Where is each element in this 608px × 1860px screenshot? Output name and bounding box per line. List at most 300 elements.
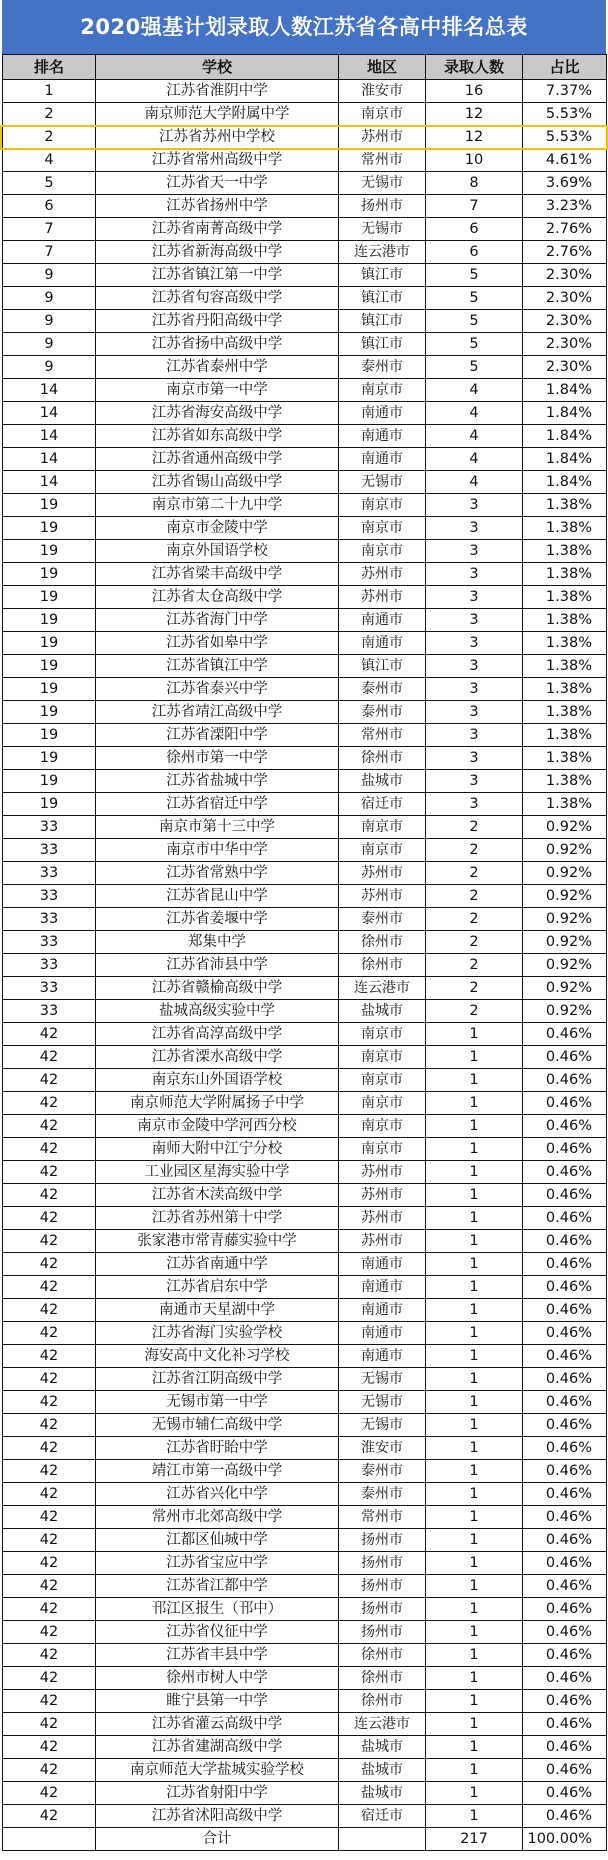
table-row[interactable] [3,1299,607,1322]
admitted-cell[interactable]: 1 [426,1414,523,1437]
table-row[interactable] [3,586,607,609]
school-cell[interactable]: 南京师范大学附属中学 [96,103,339,126]
school-cell[interactable]: 邗江区报生（邗中） [96,1598,339,1621]
rank-cell[interactable]: 14 [3,402,96,425]
region-cell[interactable]: 镇江市 [339,310,426,333]
region-cell[interactable]: 盐城市 [339,1000,426,1023]
school-cell[interactable]: 南京市金陵中学河西分校 [96,1115,339,1138]
school-cell[interactable]: 江苏省沛县中学 [96,954,339,977]
percent-cell[interactable]: 0.92% [523,931,607,954]
table-row[interactable] [3,1644,607,1667]
admitted-cell[interactable]: 1 [426,1046,523,1069]
percent-cell[interactable]: 0.46% [523,1253,607,1276]
rank-cell[interactable]: 33 [3,931,96,954]
region-cell[interactable]: 盐城市 [339,1759,426,1782]
region-cell[interactable]: 宿迁市 [339,793,426,816]
school-cell[interactable]: 江苏省盐城中学 [96,770,339,793]
admitted-cell[interactable]: 3 [426,494,523,517]
region-cell[interactable]: 常州市 [339,724,426,747]
rank-cell[interactable]: 42 [3,1115,96,1138]
region-cell[interactable]: 南通市 [339,1345,426,1368]
percent-cell[interactable]: 0.46% [523,1115,607,1138]
school-cell[interactable]: 张家港市常青藤实验中学 [96,1230,339,1253]
percent-cell[interactable]: 0.46% [523,1460,607,1483]
admitted-cell[interactable]: 1 [426,1437,523,1460]
region-cell[interactable]: 南京市 [339,1023,426,1046]
header-percent[interactable]: 占比 [523,55,607,80]
admitted-cell[interactable]: 2 [426,885,523,908]
admitted-cell[interactable]: 3 [426,563,523,586]
table-row[interactable] [3,1598,607,1621]
rank-cell[interactable]: 9 [3,264,96,287]
rank-cell[interactable]: 42 [3,1345,96,1368]
admitted-cell[interactable]: 12 [426,126,523,149]
school-cell[interactable]: 江苏省昆山中学 [96,885,339,908]
region-cell[interactable]: 南通市 [339,1322,426,1345]
rank-cell[interactable]: 42 [3,1437,96,1460]
school-cell[interactable]: 江苏省镇江中学 [96,655,339,678]
rank-cell[interactable]: 19 [3,563,96,586]
percent-cell[interactable]: 0.46% [523,1138,607,1161]
percent-cell[interactable]: 0.46% [523,1322,607,1345]
school-cell[interactable]: 江苏省溧阳中学 [96,724,339,747]
school-cell[interactable]: 江苏省如东高级中学 [96,425,339,448]
table-row[interactable] [3,885,607,908]
region-cell[interactable]: 徐州市 [339,1644,426,1667]
region-cell[interactable]: 泰州市 [339,908,426,931]
percent-cell[interactable]: 0.92% [523,839,607,862]
admitted-cell[interactable]: 1 [426,1368,523,1391]
school-cell[interactable]: 南京市第一中学 [96,379,339,402]
admitted-cell[interactable]: 1 [426,1138,523,1161]
percent-cell[interactable]: 5.53% [523,103,607,126]
region-cell[interactable]: 苏州市 [339,126,426,149]
percent-cell[interactable]: 0.92% [523,816,607,839]
region-cell[interactable]: 镇江市 [339,655,426,678]
school-cell[interactable]: 江苏省仪征中学 [96,1621,339,1644]
admitted-cell[interactable]: 1 [426,1529,523,1552]
region-cell[interactable]: 南京市 [339,839,426,862]
table-row[interactable] [3,379,607,402]
school-cell[interactable]: 南京市第二十九中学 [96,494,339,517]
percent-cell[interactable]: 0.46% [523,1506,607,1529]
percent-cell[interactable]: 0.46% [523,1184,607,1207]
school-cell[interactable]: 江苏省盱眙中学 [96,1437,339,1460]
admitted-cell[interactable]: 3 [426,678,523,701]
table-row[interactable] [3,149,607,172]
table-row[interactable] [3,977,607,1000]
percent-cell[interactable]: 0.46% [523,1276,607,1299]
rank-cell[interactable]: 6 [3,195,96,218]
percent-cell[interactable]: 1.38% [523,517,607,540]
region-cell[interactable]: 无锡市 [339,471,426,494]
rank-cell[interactable]: 42 [3,1805,96,1828]
rank-cell[interactable]: 42 [3,1069,96,1092]
percent-cell[interactable]: 1.84% [523,402,607,425]
rank-cell[interactable]: 19 [3,586,96,609]
percent-cell[interactable]: 1.38% [523,540,607,563]
table-row[interactable] [3,678,607,701]
rank-cell[interactable]: 4 [3,149,96,172]
region-cell[interactable]: 盐城市 [339,1782,426,1805]
percent-cell[interactable]: 0.46% [523,1598,607,1621]
admitted-cell[interactable]: 2 [426,1000,523,1023]
table-row[interactable] [3,310,607,333]
rank-cell[interactable]: 9 [3,333,96,356]
school-cell[interactable]: 江苏省江阴高级中学 [96,1368,339,1391]
region-cell[interactable]: 南京市 [339,517,426,540]
percent-cell[interactable]: 2.30% [523,264,607,287]
percent-cell[interactable]: 0.46% [523,1161,607,1184]
school-cell[interactable]: 无锡市第一中学 [96,1391,339,1414]
rank-cell[interactable]: 42 [3,1598,96,1621]
rank-cell[interactable]: 42 [3,1529,96,1552]
region-cell[interactable]: 苏州市 [339,563,426,586]
school-cell[interactable]: 江都区仙城中学 [96,1529,339,1552]
rank-cell[interactable]: 19 [3,540,96,563]
admitted-cell[interactable]: 5 [426,287,523,310]
percent-cell[interactable]: 2.30% [523,356,607,379]
admitted-cell[interactable]: 2 [426,862,523,885]
total-label[interactable]: 合计 [96,1828,339,1851]
table-row[interactable] [3,954,607,977]
admitted-cell[interactable]: 6 [426,218,523,241]
school-cell[interactable]: 江苏省天一中学 [96,172,339,195]
percent-cell[interactable]: 2.76% [523,241,607,264]
admitted-cell[interactable]: 7 [426,195,523,218]
percent-cell[interactable]: 2.30% [523,287,607,310]
school-cell[interactable]: 江苏省建湖高级中学 [96,1736,339,1759]
admitted-cell[interactable]: 1 [426,1598,523,1621]
percent-cell[interactable]: 0.46% [523,1667,607,1690]
region-cell[interactable]: 徐州市 [339,954,426,977]
table-row[interactable] [3,1759,607,1782]
admitted-cell[interactable]: 1 [426,1460,523,1483]
rank-cell[interactable]: 19 [3,747,96,770]
school-cell[interactable]: 江苏省海门中学 [96,609,339,632]
region-cell[interactable]: 盐城市 [339,1736,426,1759]
table-row[interactable] [3,1161,607,1184]
region-cell[interactable]: 无锡市 [339,1368,426,1391]
percent-cell[interactable]: 0.46% [523,1230,607,1253]
table-row[interactable] [3,1437,607,1460]
admitted-cell[interactable]: 2 [426,954,523,977]
school-cell[interactable]: 江苏省海安高级中学 [96,402,339,425]
school-cell[interactable]: 江苏省靖江高级中学 [96,701,339,724]
table-row[interactable] [3,471,607,494]
table-row[interactable] [3,1805,607,1828]
school-cell[interactable]: 江苏省高淳高级中学 [96,1023,339,1046]
region-cell[interactable]: 常州市 [339,1506,426,1529]
region-cell[interactable]: 南京市 [339,1092,426,1115]
percent-cell[interactable]: 0.46% [523,1391,607,1414]
region-cell[interactable]: 徐州市 [339,1667,426,1690]
percent-cell[interactable]: 0.46% [523,1529,607,1552]
table-row[interactable] [3,770,607,793]
region-cell[interactable]: 无锡市 [339,1391,426,1414]
percent-cell[interactable]: 1.38% [523,586,607,609]
school-cell[interactable]: 南京市第十三中学 [96,816,339,839]
rank-cell[interactable]: 42 [3,1713,96,1736]
admitted-cell[interactable]: 3 [426,540,523,563]
rank-cell[interactable]: 42 [3,1552,96,1575]
admitted-cell[interactable]: 1 [426,1483,523,1506]
table-row[interactable] [3,563,607,586]
table-row[interactable] [3,1414,607,1437]
rank-cell[interactable]: 42 [3,1092,96,1115]
table-row[interactable] [3,195,607,218]
school-cell[interactable]: 海安高中文化补习学校 [96,1345,339,1368]
region-cell[interactable]: 镇江市 [339,264,426,287]
region-cell[interactable]: 徐州市 [339,1690,426,1713]
rank-cell[interactable]: 14 [3,425,96,448]
percent-cell[interactable]: 0.46% [523,1713,607,1736]
table-row[interactable] [3,931,607,954]
percent-cell[interactable]: 0.46% [523,1483,607,1506]
percent-cell[interactable]: 2.30% [523,310,607,333]
rank-cell[interactable]: 42 [3,1414,96,1437]
school-cell[interactable]: 江苏省江都中学 [96,1575,339,1598]
percent-cell[interactable]: 0.46% [523,1690,607,1713]
admitted-cell[interactable]: 1 [426,1230,523,1253]
school-cell[interactable]: 南师大附中江宁分校 [96,1138,339,1161]
school-cell[interactable]: 南京市金陵中学 [96,517,339,540]
region-cell[interactable]: 无锡市 [339,172,426,195]
percent-cell[interactable]: 7.37% [523,80,607,103]
percent-cell[interactable]: 1.38% [523,793,607,816]
region-cell[interactable]: 南通市 [339,609,426,632]
admitted-cell[interactable]: 2 [426,816,523,839]
table-row[interactable] [3,1092,607,1115]
percent-cell[interactable]: 0.92% [523,954,607,977]
region-cell[interactable]: 南通市 [339,632,426,655]
rank-cell[interactable]: 33 [3,977,96,1000]
school-cell[interactable]: 江苏省丹阳高级中学 [96,310,339,333]
region-cell[interactable]: 南通市 [339,1299,426,1322]
admitted-cell[interactable]: 1 [426,1276,523,1299]
admitted-cell[interactable]: 1 [426,1667,523,1690]
region-cell[interactable]: 镇江市 [339,333,426,356]
rank-cell[interactable]: 33 [3,885,96,908]
admitted-cell[interactable]: 4 [426,448,523,471]
percent-cell[interactable]: 1.84% [523,448,607,471]
table-row[interactable] [3,1115,607,1138]
table-row[interactable] [3,103,607,126]
admitted-cell[interactable]: 3 [426,632,523,655]
rank-cell[interactable]: 19 [3,655,96,678]
admitted-cell[interactable]: 6 [426,241,523,264]
percent-cell[interactable]: 0.46% [523,1437,607,1460]
percent-cell[interactable]: 0.46% [523,1092,607,1115]
percent-cell[interactable]: 1.84% [523,471,607,494]
percent-cell[interactable]: 0.92% [523,908,607,931]
table-row[interactable] [3,1713,607,1736]
region-cell[interactable]: 扬州市 [339,1621,426,1644]
table-row[interactable] [3,609,607,632]
region-cell[interactable]: 无锡市 [339,1414,426,1437]
region-cell[interactable]: 南京市 [339,540,426,563]
admitted-cell[interactable]: 2 [426,908,523,931]
school-cell[interactable]: 江苏省宝应中学 [96,1552,339,1575]
rank-cell[interactable]: 42 [3,1690,96,1713]
region-cell[interactable]: 宿迁市 [339,1805,426,1828]
region-cell[interactable]: 扬州市 [339,1575,426,1598]
school-cell[interactable]: 常州市北郊高级中学 [96,1506,339,1529]
admitted-cell[interactable]: 8 [426,172,523,195]
percent-cell[interactable]: 0.92% [523,885,607,908]
rank-cell[interactable]: 2 [3,103,96,126]
school-cell[interactable]: 南京东山外国语学校 [96,1069,339,1092]
total-percent[interactable]: 100.00% [523,1828,607,1851]
rank-cell[interactable]: 42 [3,1322,96,1345]
table-row[interactable] [3,80,607,103]
admitted-cell[interactable]: 1 [426,1690,523,1713]
percent-cell[interactable]: 0.92% [523,977,607,1000]
rank-cell[interactable]: 42 [3,1506,96,1529]
region-cell[interactable]: 南京市 [339,1115,426,1138]
rank-cell[interactable]: 42 [3,1621,96,1644]
region-cell[interactable]: 徐州市 [339,931,426,954]
region-cell[interactable]: 扬州市 [339,1529,426,1552]
table-row[interactable] [3,1690,607,1713]
admitted-cell[interactable]: 1 [426,1782,523,1805]
percent-cell[interactable]: 0.46% [523,1621,607,1644]
rank-cell[interactable]: 42 [3,1667,96,1690]
rank-cell[interactable]: 42 [3,1046,96,1069]
rank-cell[interactable]: 33 [3,908,96,931]
header-rank[interactable]: 排名 [3,55,96,80]
admitted-cell[interactable]: 2 [426,977,523,1000]
table-row[interactable] [3,1023,607,1046]
school-cell[interactable]: 南京外国语学校 [96,540,339,563]
percent-cell[interactable]: 0.46% [523,1759,607,1782]
admitted-cell[interactable]: 3 [426,747,523,770]
school-cell[interactable]: 工业园区星海实验中学 [96,1161,339,1184]
school-cell[interactable]: 江苏省苏州中学校 [96,126,339,149]
admitted-cell[interactable]: 1 [426,1552,523,1575]
percent-cell[interactable]: 0.46% [523,1345,607,1368]
admitted-cell[interactable]: 4 [426,425,523,448]
region-cell[interactable]: 镇江市 [339,287,426,310]
region-cell[interactable]: 泰州市 [339,701,426,724]
rank-cell[interactable]: 9 [3,287,96,310]
school-cell[interactable]: 江苏省海门实验学校 [96,1322,339,1345]
rank-cell[interactable]: 9 [3,310,96,333]
table-row[interactable] [3,1276,607,1299]
table-row[interactable] [3,724,607,747]
percent-cell[interactable]: 1.38% [523,609,607,632]
region-cell[interactable]: 苏州市 [339,586,426,609]
percent-cell[interactable]: 0.46% [523,1644,607,1667]
rank-cell[interactable]: 42 [3,1207,96,1230]
school-cell[interactable]: 江苏省常州高级中学 [96,149,339,172]
rank-cell[interactable]: 42 [3,1782,96,1805]
admitted-cell[interactable]: 1 [426,1575,523,1598]
admitted-cell[interactable]: 3 [426,770,523,793]
rank-cell[interactable]: 19 [3,724,96,747]
admitted-cell[interactable]: 3 [426,724,523,747]
percent-cell[interactable]: 1.38% [523,747,607,770]
table-row[interactable] [3,1736,607,1759]
table-row[interactable] [3,218,607,241]
rank-cell[interactable]: 42 [3,1759,96,1782]
school-cell[interactable]: 江苏省扬中高级中学 [96,333,339,356]
admitted-cell[interactable]: 1 [426,1207,523,1230]
admitted-cell[interactable]: 16 [426,80,523,103]
admitted-cell[interactable]: 12 [426,103,523,126]
rank-cell[interactable]: 42 [3,1138,96,1161]
region-cell[interactable]: 扬州市 [339,195,426,218]
table-row[interactable] [3,1345,607,1368]
admitted-cell[interactable]: 1 [426,1759,523,1782]
admitted-cell[interactable]: 1 [426,1253,523,1276]
admitted-cell[interactable]: 1 [426,1184,523,1207]
rank-cell[interactable]: 42 [3,1276,96,1299]
school-cell[interactable]: 江苏省常熟中学 [96,862,339,885]
percent-cell[interactable]: 0.46% [523,1023,607,1046]
table-row[interactable] [3,448,607,471]
table-row[interactable] [3,1368,607,1391]
region-cell[interactable]: 南京市 [339,1138,426,1161]
rank-cell[interactable]: 19 [3,770,96,793]
rank-cell[interactable]: 42 [3,1644,96,1667]
region-cell[interactable]: 南京市 [339,379,426,402]
table-row[interactable] [3,425,607,448]
region-cell[interactable]: 淮安市 [339,80,426,103]
admitted-cell[interactable]: 4 [426,471,523,494]
school-cell[interactable]: 江苏省南菁高级中学 [96,218,339,241]
region-cell[interactable]: 连云港市 [339,977,426,1000]
percent-cell[interactable]: 2.76% [523,218,607,241]
region-cell[interactable]: 南京市 [339,103,426,126]
percent-cell[interactable]: 3.23% [523,195,607,218]
region-cell[interactable]: 南京市 [339,816,426,839]
percent-cell[interactable]: 1.38% [523,494,607,517]
rank-cell[interactable]: 42 [3,1299,96,1322]
region-cell[interactable]: 泰州市 [339,1460,426,1483]
school-cell[interactable]: 江苏省兴化中学 [96,1483,339,1506]
region-cell[interactable]: 盐城市 [339,770,426,793]
table-row[interactable] [3,1069,607,1092]
percent-cell[interactable]: 1.84% [523,425,607,448]
region-cell[interactable]: 泰州市 [339,356,426,379]
school-cell[interactable]: 江苏省梁丰高级中学 [96,563,339,586]
rank-cell[interactable]: 19 [3,701,96,724]
admitted-cell[interactable]: 1 [426,1115,523,1138]
rank-cell[interactable]: 33 [3,954,96,977]
admitted-cell[interactable]: 4 [426,402,523,425]
table-row[interactable] [3,1575,607,1598]
rank-cell[interactable]: 42 [3,1253,96,1276]
table-row[interactable] [3,1138,607,1161]
table-row[interactable] [3,1506,607,1529]
admitted-cell[interactable]: 3 [426,586,523,609]
school-cell[interactable]: 江苏省宿迁中学 [96,793,339,816]
table-row[interactable] [3,632,607,655]
percent-cell[interactable]: 0.46% [523,1299,607,1322]
region-cell[interactable]: 南通市 [339,1253,426,1276]
rank-cell[interactable]: 14 [3,471,96,494]
table-row[interactable] [3,1207,607,1230]
rank-cell[interactable]: 7 [3,218,96,241]
percent-cell[interactable]: 0.92% [523,862,607,885]
percent-cell[interactable]: 0.46% [523,1207,607,1230]
region-cell[interactable]: 苏州市 [339,1161,426,1184]
region-cell[interactable]: 苏州市 [339,1207,426,1230]
rank-cell[interactable]: 42 [3,1460,96,1483]
percent-cell[interactable]: 0.46% [523,1046,607,1069]
school-cell[interactable]: 江苏省镇江第一中学 [96,264,339,287]
